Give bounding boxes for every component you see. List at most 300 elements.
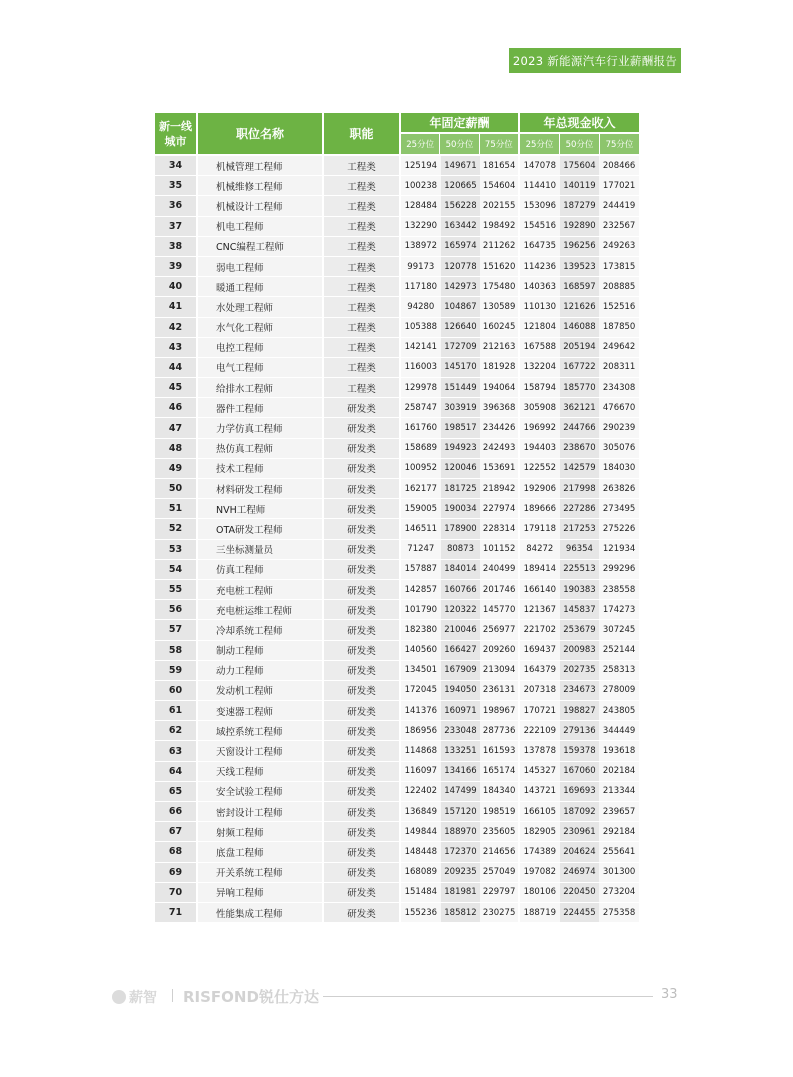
row-job-title: 射频工程师 — [198, 822, 324, 841]
row-job-title: 弱电工程师 — [198, 257, 324, 276]
row-job-title: 仿真工程师 — [198, 560, 324, 579]
row-function: 研发类 — [324, 439, 401, 458]
row-fixed-p25: 125194 — [401, 156, 441, 175]
row-fixed-p25: 136849 — [401, 802, 441, 821]
row-total-p75: 213344 — [599, 782, 639, 801]
table-row — [155, 863, 639, 883]
row-function: 研发类 — [324, 842, 401, 861]
row-job-title: 动力工程师 — [198, 661, 324, 680]
table-row — [155, 681, 639, 701]
row-fixed-p50: 120665 — [441, 176, 481, 195]
row-total-p75: 202184 — [599, 762, 639, 781]
table-row — [155, 338, 639, 358]
table-row — [155, 237, 639, 257]
row-total-p25: 194403 — [520, 439, 560, 458]
row-fixed-p50: 157120 — [441, 802, 481, 821]
row-fixed-p50: 80873 — [441, 540, 481, 559]
row-fixed-p25: 157887 — [401, 560, 441, 579]
row-function: 研发类 — [324, 459, 401, 478]
row-total-p50: 230961 — [560, 822, 600, 841]
table-row — [155, 277, 639, 297]
row-total-p25: 174389 — [520, 842, 560, 861]
row-total-p25: 221702 — [520, 620, 560, 639]
row-job-title: 天窗设计工程师 — [198, 741, 324, 760]
page-footer — [0, 984, 793, 1008]
row-total-p75: 307245 — [599, 620, 639, 639]
row-fixed-p75: 202155 — [480, 196, 520, 215]
table-row — [155, 883, 639, 903]
row-fixed-p75: 213094 — [480, 661, 520, 680]
xinzhi-logo-text: 薪智 — [129, 990, 157, 1006]
row-job-title: 机械维修工程师 — [198, 176, 324, 195]
row-fixed-p25: 129978 — [401, 378, 441, 397]
row-total-p50: 192890 — [560, 217, 600, 236]
row-total-p25: 188719 — [520, 903, 560, 922]
row-total-p50: 253679 — [560, 620, 600, 639]
row-city-number: 36 — [155, 196, 198, 215]
row-total-p75: 278009 — [599, 681, 639, 700]
row-job-title: 给排水工程师 — [198, 378, 324, 397]
row-city-number: 57 — [155, 620, 198, 639]
row-function: 工程类 — [324, 358, 401, 377]
row-fixed-p25: 134501 — [401, 661, 441, 680]
row-job-title: 开关系统工程师 — [198, 863, 324, 882]
row-total-p75: 258313 — [599, 661, 639, 680]
row-fixed-p50: 133251 — [441, 741, 481, 760]
table-row — [155, 842, 639, 862]
row-fixed-p50: 194050 — [441, 681, 481, 700]
table-row — [155, 398, 639, 418]
row-city-number: 39 — [155, 257, 198, 276]
row-city-number: 48 — [155, 439, 198, 458]
row-total-p25: 170721 — [520, 701, 560, 720]
row-function: 工程类 — [324, 196, 401, 215]
table-row — [155, 378, 639, 398]
row-total-p50: 234673 — [560, 681, 600, 700]
row-total-p25: 169437 — [520, 641, 560, 660]
row-city-number: 37 — [155, 217, 198, 236]
row-job-title: 性能集成工程师 — [198, 903, 324, 922]
row-total-p50: 217998 — [560, 479, 600, 498]
row-function: 研发类 — [324, 721, 401, 740]
row-fixed-p25: 71247 — [401, 540, 441, 559]
row-job-title: 热仿真工程师 — [198, 439, 324, 458]
row-fixed-p75: 154604 — [480, 176, 520, 195]
row-total-p50: 168597 — [560, 277, 600, 296]
row-function: 研发类 — [324, 499, 401, 518]
row-total-p25: 166140 — [520, 580, 560, 599]
row-job-title: 电控工程师 — [198, 338, 324, 357]
row-fixed-p25: 142857 — [401, 580, 441, 599]
row-fixed-p25: 172045 — [401, 681, 441, 700]
row-city-number: 59 — [155, 661, 198, 680]
col-header-city — [155, 113, 198, 154]
row-total-p50: 167060 — [560, 762, 600, 781]
row-total-p25: 192906 — [520, 479, 560, 498]
row-fixed-p75: 228314 — [480, 519, 520, 538]
row-fixed-p25: 116097 — [401, 762, 441, 781]
row-function: 工程类 — [324, 156, 401, 175]
row-function: 工程类 — [324, 217, 401, 236]
row-job-title: 水气化工程师 — [198, 318, 324, 337]
row-fixed-p75: 211262 — [480, 237, 520, 256]
row-fixed-p50: 134166 — [441, 762, 481, 781]
row-total-p50: 169693 — [560, 782, 600, 801]
row-total-p75: 208311 — [599, 358, 639, 377]
row-total-p75: 208885 — [599, 277, 639, 296]
row-function: 研发类 — [324, 741, 401, 760]
row-fixed-p75: 165174 — [480, 762, 520, 781]
row-city-number: 63 — [155, 741, 198, 760]
row-total-p75: 252144 — [599, 641, 639, 660]
row-city-number: 56 — [155, 600, 198, 619]
row-fixed-p25: 146511 — [401, 519, 441, 538]
row-total-p50: 145837 — [560, 600, 600, 619]
row-city-number: 35 — [155, 176, 198, 195]
row-total-p75: 152516 — [599, 297, 639, 316]
row-function: 研发类 — [324, 540, 401, 559]
col-header-city-label: 新一线 城市 — [159, 119, 192, 148]
row-total-p25: 196992 — [520, 418, 560, 437]
row-fixed-p75: 153691 — [480, 459, 520, 478]
row-city-number: 61 — [155, 701, 198, 720]
row-city-number: 69 — [155, 863, 198, 882]
row-function: 研发类 — [324, 863, 401, 882]
row-fixed-p50: 172709 — [441, 338, 481, 357]
row-total-p75: 239657 — [599, 802, 639, 821]
row-total-p25: 164735 — [520, 237, 560, 256]
row-fixed-p75: 240499 — [480, 560, 520, 579]
row-total-p75: 249642 — [599, 338, 639, 357]
xinzhi-logo — [112, 987, 157, 1007]
table-row — [155, 418, 639, 438]
row-total-p25: 180106 — [520, 883, 560, 902]
row-fixed-p75: 175480 — [480, 277, 520, 296]
row-total-p50: 220450 — [560, 883, 600, 902]
row-job-title: 制动工程师 — [198, 641, 324, 660]
row-function: 工程类 — [324, 277, 401, 296]
row-function: 研发类 — [324, 479, 401, 498]
row-fixed-p75: 234426 — [480, 418, 520, 437]
row-total-p75: 476670 — [599, 398, 639, 417]
row-fixed-p25: 148448 — [401, 842, 441, 861]
row-fixed-p25: 117180 — [401, 277, 441, 296]
row-fixed-p50: 151449 — [441, 378, 481, 397]
row-total-p50: 175604 — [560, 156, 600, 175]
row-fixed-p75: 256977 — [480, 620, 520, 639]
row-fixed-p50: 126640 — [441, 318, 481, 337]
row-total-p50: 139523 — [560, 257, 600, 276]
row-city-number: 50 — [155, 479, 198, 498]
table-row — [155, 196, 639, 216]
row-job-title: 发动机工程师 — [198, 681, 324, 700]
row-total-p75: 273204 — [599, 883, 639, 902]
table-row — [155, 741, 639, 761]
table-row — [155, 499, 639, 519]
row-total-p50: 146088 — [560, 318, 600, 337]
row-total-p50: 142579 — [560, 459, 600, 478]
row-city-number: 65 — [155, 782, 198, 801]
row-fixed-p75: 181654 — [480, 156, 520, 175]
row-fixed-p25: 142141 — [401, 338, 441, 357]
row-fixed-p50: 160766 — [441, 580, 481, 599]
row-city-number: 46 — [155, 398, 198, 417]
row-total-p25: 167588 — [520, 338, 560, 357]
row-job-title: 充电桩运维工程师 — [198, 600, 324, 619]
row-job-title: 变速器工程师 — [198, 701, 324, 720]
row-total-p25: 189414 — [520, 560, 560, 579]
table-row — [155, 560, 639, 580]
row-job-title: 充电桩工程师 — [198, 580, 324, 599]
row-total-p25: 137878 — [520, 741, 560, 760]
risfond-logo: RISFOND锐仕方达 — [183, 988, 319, 1006]
row-total-p25: 114236 — [520, 257, 560, 276]
row-function: 研发类 — [324, 782, 401, 801]
row-total-p50: 244766 — [560, 418, 600, 437]
row-total-p50: 202735 — [560, 661, 600, 680]
row-city-number: 42 — [155, 318, 198, 337]
row-function: 工程类 — [324, 257, 401, 276]
row-fixed-p50: 181725 — [441, 479, 481, 498]
row-total-p50: 187279 — [560, 196, 600, 215]
row-fixed-p50: 172370 — [441, 842, 481, 861]
table-row — [155, 580, 639, 600]
row-city-number: 40 — [155, 277, 198, 296]
row-job-title: 天线工程师 — [198, 762, 324, 781]
row-function: 研发类 — [324, 580, 401, 599]
row-city-number: 52 — [155, 519, 198, 538]
row-job-title: 底盘工程师 — [198, 842, 324, 861]
row-city-number: 60 — [155, 681, 198, 700]
row-fixed-p50: 165974 — [441, 237, 481, 256]
row-fixed-p25: 94280 — [401, 297, 441, 316]
row-fixed-p50: 147499 — [441, 782, 481, 801]
row-job-title: 三坐标测量员 — [198, 540, 324, 559]
row-total-p50: 185770 — [560, 378, 600, 397]
row-fixed-p25: 116003 — [401, 358, 441, 377]
row-total-p75: 234308 — [599, 378, 639, 397]
row-fixed-p50: 120778 — [441, 257, 481, 276]
table-row — [155, 782, 639, 802]
col-header-total-p50: 50分位 — [560, 134, 600, 154]
row-fixed-p25: 159005 — [401, 499, 441, 518]
row-city-number: 55 — [155, 580, 198, 599]
row-job-title: 力学仿真工程师 — [198, 418, 324, 437]
row-fixed-p25: 140560 — [401, 641, 441, 660]
col-header-function: 职能 — [324, 113, 401, 154]
footer-divider — [172, 989, 173, 1002]
row-function: 研发类 — [324, 802, 401, 821]
row-fixed-p75: 198492 — [480, 217, 520, 236]
table-row — [155, 802, 639, 822]
row-total-p50: 196256 — [560, 237, 600, 256]
row-city-number: 71 — [155, 903, 198, 922]
row-city-number: 68 — [155, 842, 198, 861]
row-total-p75: 273495 — [599, 499, 639, 518]
row-fixed-p25: 128484 — [401, 196, 441, 215]
col-header-job-title: 职位名称 — [198, 113, 324, 154]
row-fixed-p50: 166427 — [441, 641, 481, 660]
row-total-p25: 197082 — [520, 863, 560, 882]
row-city-number: 54 — [155, 560, 198, 579]
row-total-p50: 167722 — [560, 358, 600, 377]
row-fixed-p50: 120046 — [441, 459, 481, 478]
row-total-p25: 84272 — [520, 540, 560, 559]
row-fixed-p50: 184014 — [441, 560, 481, 579]
row-fixed-p75: 212163 — [480, 338, 520, 357]
row-total-p25: 143721 — [520, 782, 560, 801]
row-total-p25: 305908 — [520, 398, 560, 417]
row-function: 研发类 — [324, 600, 401, 619]
table-row — [155, 721, 639, 741]
table-row — [155, 600, 639, 620]
row-job-title: 机电工程师 — [198, 217, 324, 236]
row-city-number: 43 — [155, 338, 198, 357]
xinzhi-logo-icon — [112, 990, 126, 1004]
row-fixed-p25: 182380 — [401, 620, 441, 639]
row-fixed-p50: 104867 — [441, 297, 481, 316]
row-function: 研发类 — [324, 661, 401, 680]
row-total-p75: 232567 — [599, 217, 639, 236]
row-fixed-p50: 145170 — [441, 358, 481, 377]
row-total-p75: 121934 — [599, 540, 639, 559]
row-fixed-p75: 229797 — [480, 883, 520, 902]
row-total-p50: 362121 — [560, 398, 600, 417]
row-job-title: 机械设计工程师 — [198, 196, 324, 215]
row-total-p50: 198827 — [560, 701, 600, 720]
row-job-title: 安全试验工程师 — [198, 782, 324, 801]
table-row — [155, 903, 639, 923]
row-fixed-p75: 396368 — [480, 398, 520, 417]
row-total-p75: 187850 — [599, 318, 639, 337]
row-fixed-p25: 100952 — [401, 459, 441, 478]
row-total-p50: 190383 — [560, 580, 600, 599]
row-fixed-p25: 151484 — [401, 883, 441, 902]
row-total-p25: 164379 — [520, 661, 560, 680]
row-total-p75: 184030 — [599, 459, 639, 478]
row-total-p75: 305076 — [599, 439, 639, 458]
row-fixed-p75: 101152 — [480, 540, 520, 559]
row-job-title: NVH工程师 — [198, 499, 324, 518]
row-total-p50: 225513 — [560, 560, 600, 579]
row-function: 研发类 — [324, 822, 401, 841]
row-function: 工程类 — [324, 297, 401, 316]
row-total-p75: 344449 — [599, 721, 639, 740]
row-job-title: 水处理工程师 — [198, 297, 324, 316]
row-fixed-p75: 214656 — [480, 842, 520, 861]
row-total-p50: 200983 — [560, 641, 600, 660]
row-fixed-p75: 130589 — [480, 297, 520, 316]
row-job-title: 域控系统工程师 — [198, 721, 324, 740]
row-city-number: 64 — [155, 762, 198, 781]
row-fixed-p50: 142973 — [441, 277, 481, 296]
row-total-p75: 275226 — [599, 519, 639, 538]
row-total-p50: 224455 — [560, 903, 600, 922]
col-group-total-cash — [520, 113, 639, 154]
row-total-p25: 145327 — [520, 762, 560, 781]
table-row — [155, 257, 639, 277]
col-group-fixed-salary — [401, 113, 520, 154]
row-fixed-p25: 105388 — [401, 318, 441, 337]
row-city-number: 70 — [155, 883, 198, 902]
row-total-p25: 132204 — [520, 358, 560, 377]
row-city-number: 44 — [155, 358, 198, 377]
row-total-p50: 246974 — [560, 863, 600, 882]
row-job-title: 器件工程师 — [198, 398, 324, 417]
table-row — [155, 701, 639, 721]
row-job-title: OTA研发工程师 — [198, 519, 324, 538]
table-row — [155, 661, 639, 681]
row-total-p75: 208466 — [599, 156, 639, 175]
row-city-number: 66 — [155, 802, 198, 821]
row-total-p50: 238670 — [560, 439, 600, 458]
row-function: 工程类 — [324, 318, 401, 337]
row-fixed-p50: 209235 — [441, 863, 481, 882]
row-total-p25: 154516 — [520, 217, 560, 236]
row-job-title: 异响工程师 — [198, 883, 324, 902]
table-row — [155, 519, 639, 539]
row-fixed-p75: 236131 — [480, 681, 520, 700]
row-job-title: 技术工程师 — [198, 459, 324, 478]
row-job-title: 密封设计工程师 — [198, 802, 324, 821]
row-fixed-p50: 198517 — [441, 418, 481, 437]
row-city-number: 45 — [155, 378, 198, 397]
row-function: 工程类 — [324, 176, 401, 195]
row-fixed-p75: 184340 — [480, 782, 520, 801]
row-total-p75: 275358 — [599, 903, 639, 922]
row-fixed-p75: 201746 — [480, 580, 520, 599]
row-fixed-p25: 114868 — [401, 741, 441, 760]
row-fixed-p25: 132290 — [401, 217, 441, 236]
row-fixed-p75: 209260 — [480, 641, 520, 660]
row-function: 工程类 — [324, 237, 401, 256]
row-total-p50: 227286 — [560, 499, 600, 518]
col-header-fixed-salary: 年固定薪酬 — [401, 113, 518, 134]
row-function: 研发类 — [324, 560, 401, 579]
row-function: 研发类 — [324, 418, 401, 437]
row-fixed-p25: 122402 — [401, 782, 441, 801]
row-fixed-p50: 160971 — [441, 701, 481, 720]
row-fixed-p25: 158689 — [401, 439, 441, 458]
row-function: 研发类 — [324, 903, 401, 922]
row-fixed-p50: 188970 — [441, 822, 481, 841]
row-total-p50: 205194 — [560, 338, 600, 357]
row-total-p75: 173815 — [599, 257, 639, 276]
row-function: 研发类 — [324, 762, 401, 781]
row-fixed-p75: 151620 — [480, 257, 520, 276]
table-row — [155, 822, 639, 842]
row-total-p75: 177021 — [599, 176, 639, 195]
row-total-p50: 96354 — [560, 540, 600, 559]
col-header-total-p25: 25分位 — [520, 134, 560, 154]
row-function: 研发类 — [324, 398, 401, 417]
table-row — [155, 439, 639, 459]
row-total-p25: 207318 — [520, 681, 560, 700]
row-total-p75: 255641 — [599, 842, 639, 861]
table-row — [155, 176, 639, 196]
row-function: 研发类 — [324, 519, 401, 538]
row-fixed-p50: 190034 — [441, 499, 481, 518]
report-title-banner: 2023 新能源汽车行业薪酬报告 — [509, 48, 681, 73]
row-total-p25: 166105 — [520, 802, 560, 821]
row-fixed-p50: 210046 — [441, 620, 481, 639]
row-fixed-p25: 186956 — [401, 721, 441, 740]
row-fixed-p75: 160245 — [480, 318, 520, 337]
row-total-p50: 217253 — [560, 519, 600, 538]
row-fixed-p50: 163442 — [441, 217, 481, 236]
row-fixed-p50: 156228 — [441, 196, 481, 215]
row-total-p50: 204624 — [560, 842, 600, 861]
